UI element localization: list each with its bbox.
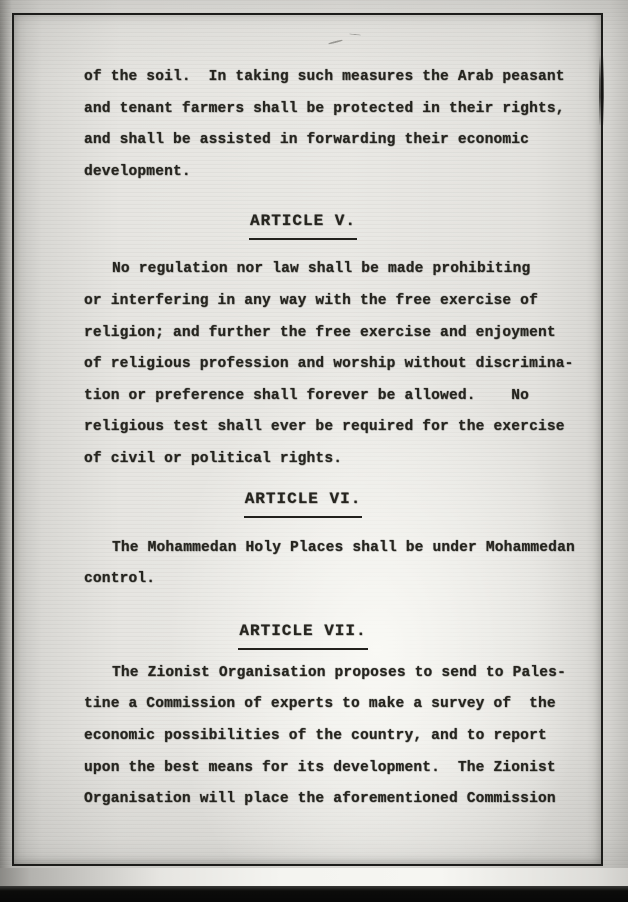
text-line: upon the best means for its development. The Zionist [84, 759, 556, 776]
text-line: development. [84, 163, 191, 180]
scan-bottom-edge [0, 886, 628, 902]
scan-artifact-right-edge [599, 55, 604, 125]
article-vi-heading-text: ARTICLE VI. [244, 484, 363, 518]
text-line: and tenant farmers shall be protected in their rights, [84, 100, 565, 117]
text-line: Organisation will place the aforementioned Commission [84, 791, 556, 808]
text-line: of the soil. In taking such measures the Arab peasant [84, 69, 565, 85]
text-line: The Mohammedan Holy Places shall be under Mohammedan [112, 539, 575, 556]
text-line: economic possibilities of the country, and to report [84, 727, 547, 744]
article-vi-heading [64, 484, 542, 518]
text-line: religious test shall ever be required for the exercise [84, 419, 565, 436]
article-vii-heading-text: ARTICLE VII. [238, 616, 367, 650]
text-line: and shall be assisted in forwarding their economic [84, 132, 530, 149]
text-line: or interfering in any way with the free exercise of [84, 292, 538, 309]
scan-bottom-margin [0, 868, 628, 886]
text-line: The Zionist Organisation proposes to send to Pales- [112, 664, 566, 681]
article-v-heading-text: ARTICLE V. [249, 206, 357, 240]
text-line: religion; and further the free exercise and enjoyment [84, 324, 556, 341]
text-line: of religious profession and worship without discrimina- [84, 356, 574, 373]
text-line: tion or preference shall forever be allowed. No [84, 387, 530, 404]
text-line: No regulation nor law shall be made prohibiting [112, 261, 531, 278]
article-vii-heading [64, 616, 542, 650]
text-line: control. [84, 571, 156, 588]
document-text [84, 62, 575, 816]
text-line: tine a Commission of experts to make a survey of the [84, 696, 556, 713]
article-v-heading [64, 206, 542, 240]
text-line: of civil or political rights. [84, 450, 343, 467]
